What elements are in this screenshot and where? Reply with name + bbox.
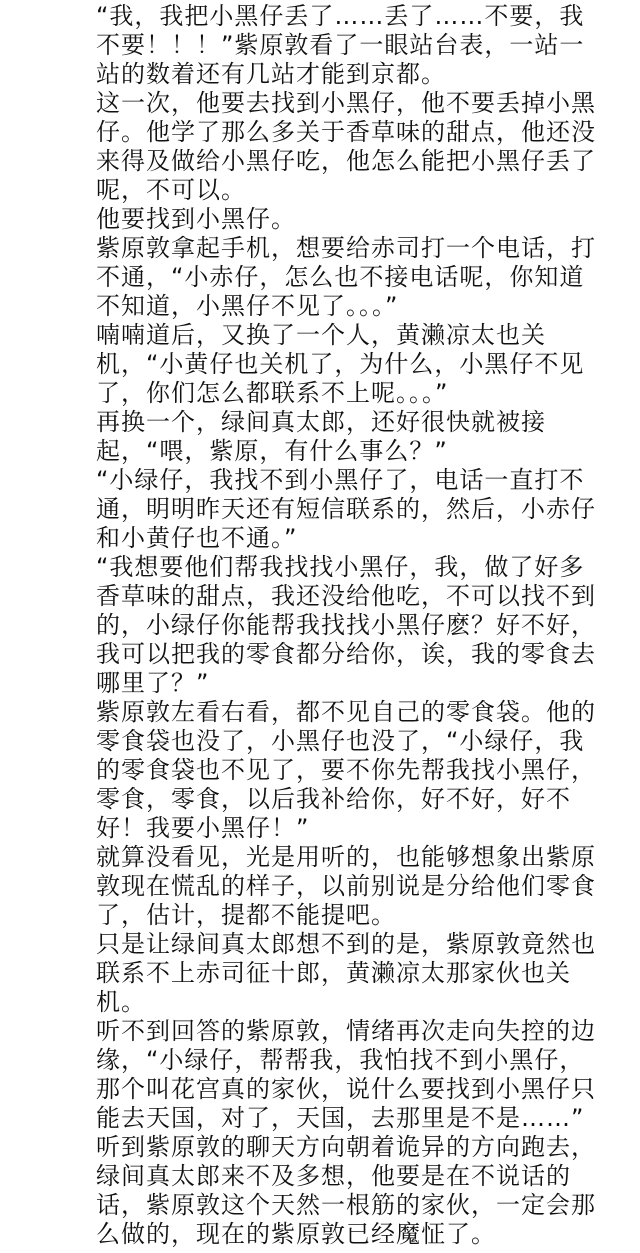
text-line: 来得及做给小黑仔吃，他怎么能把小黑仔丢了 xyxy=(96,147,596,175)
text-line: 机。 xyxy=(96,988,146,1016)
text-line: 绿间真太郎来不及多想，他要是在不说话的 xyxy=(96,1162,571,1190)
text-line: 起，“喂，紫原，有什么事么？” xyxy=(96,437,448,465)
text-line: 机，“小黄仔也关机了，为什么，小黑仔不见 xyxy=(96,350,585,378)
text-line: 零食袋也没了，小黑仔也没了，“小绿仔，我 xyxy=(96,727,585,755)
text-line: 哪里了？” xyxy=(96,669,210,697)
text-line: 听不到回答的紫原敦，情绪再次走向失控的边 xyxy=(96,1017,596,1045)
text-line: 通，明明昨天还有短信联系的，然后，小赤仔 xyxy=(96,495,596,523)
text-line: 不要！！！”紫原敦看了一眼站台表，一站一 xyxy=(96,31,585,59)
text-line: “小绿仔，我找不到小黑仔了，电话一直打不 xyxy=(96,466,585,494)
text-line: 香草味的甜点，我还没给他吃，不可以找不到 xyxy=(96,582,596,610)
text-line: 喃喃道后，又换了一个人，黄濑凉太也关 xyxy=(96,321,546,349)
text-line: 能去天国，对了，天国，去那里是不是……” xyxy=(96,1104,585,1132)
text-line: 这一次，他要去找到小黑仔，他不要丢掉小黑 xyxy=(96,89,596,117)
story-text xyxy=(96,2,618,1249)
text-line: “我，我把小黑仔丢了……丢了……不要，我 xyxy=(96,2,585,30)
text-line: 么做的，现在的紫原敦已经魔怔了。 xyxy=(96,1220,496,1248)
text-line: 不知道，小黑仔不见了。。。” xyxy=(96,292,399,320)
text-line: 的，小绿仔你能帮我找找小黑仔麽？好不好， xyxy=(96,611,596,639)
text-line: 零食，零食，以后我补给你，好不好，好不 xyxy=(96,785,571,813)
text-line: 了，估计，提都不能提吧。 xyxy=(96,901,396,929)
text-line: 紫原敦拿起手机，想要给赤司打一个电话，打 xyxy=(96,234,596,262)
text-line: 站的数着还有几站才能到京都。 xyxy=(96,60,446,88)
text-line: 就算没看见，光是用听的，也能够想象出紫原 xyxy=(96,843,596,871)
text-line: 话，紫原敦这个天然一根筋的家伙，一定会那 xyxy=(96,1191,596,1219)
text-line: 不通，“小赤仔，怎么也不接电话呢，你知道 xyxy=(96,263,585,291)
text-line: 好！我要小黑仔！” xyxy=(96,814,310,842)
text-line: 呢，不可以。 xyxy=(96,176,246,204)
text-line: 的零食袋也不见了，要不你先帮我找小黑仔， xyxy=(96,756,596,784)
text-line: 缘，“小绿仔，帮帮我，我怕找不到小黑仔， xyxy=(96,1046,585,1074)
text-line: 再换一个，绿间真太郎，还好很快就被接 xyxy=(96,408,546,436)
text-line: 紫原敦左看右看，都不见自己的零食袋。他的 xyxy=(96,698,596,726)
text-line: 和小黄仔也不通。” xyxy=(96,524,298,552)
text-line: 他要找到小黑仔。 xyxy=(96,205,296,233)
text-line: 了，你们怎么都联系不上呢。。。” xyxy=(96,379,449,407)
text-line: 敦现在慌乱的样子，以前别说是分给他们零食 xyxy=(96,872,596,900)
text-line: 联系不上赤司征十郎，黄濑凉太那家伙也关 xyxy=(96,959,571,987)
text-line: 那个叫花宫真的家伙，说什么要找到小黑仔只 xyxy=(96,1075,596,1103)
text-line: 我可以把我的零食都分给你，诶，我的零食去 xyxy=(96,640,596,668)
text-line: “我想要他们帮我找找小黑仔，我，做了好多 xyxy=(96,553,585,581)
text-line: 听到紫原敦的聊天方向朝着诡异的方向跑去， xyxy=(96,1133,596,1161)
text-line: 仔。他学了那么多关于香草味的甜点，他还没 xyxy=(96,118,596,146)
text-line: 只是让绿间真太郎想不到的是，紫原敦竟然也 xyxy=(96,930,596,958)
